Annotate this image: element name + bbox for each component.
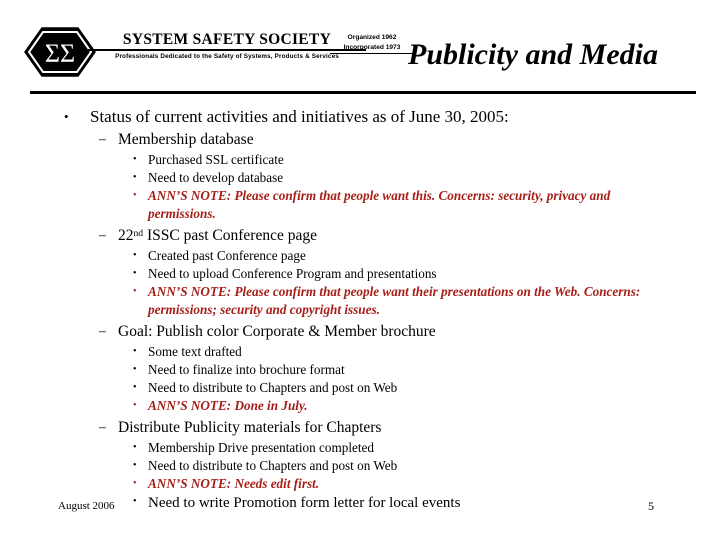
bullet-marker-icon: • — [133, 346, 137, 357]
bullet-marker-icon: • — [133, 268, 137, 279]
society-identity-block — [96, 31, 358, 61]
list-item-level3 — [0, 247, 720, 265]
footer-page-number: 5 — [648, 499, 654, 513]
list-item-label: Some text drafted — [148, 344, 242, 359]
list-item-level3-note — [0, 187, 720, 223]
bullet-marker-icon: • — [133, 400, 137, 411]
list-item-level3 — [0, 379, 720, 397]
list-item-level3 — [0, 439, 720, 457]
outline-section — [0, 417, 720, 513]
dash-marker-icon: – — [99, 228, 106, 243]
list-item-label: Status of current activities and initiatives as of June 30, 2005: — [90, 107, 509, 126]
footer-date: August 2006 — [58, 500, 115, 512]
list-item-level2 — [0, 129, 720, 150]
list-item-level3 — [0, 169, 720, 187]
society-name: SYSTEM SAFETY SOCIETY — [122, 31, 332, 48]
logo-sigma-glyphs: ΣΣ — [44, 39, 76, 68]
sigma-hexagon-logo-icon — [24, 27, 96, 77]
list-item-level3 — [0, 151, 720, 169]
list-item-level3 — [0, 361, 720, 379]
list-item-label: Need to write Promotion form letter for local events — [148, 495, 461, 511]
list-item-level2 — [0, 321, 720, 342]
list-item-level3-note — [0, 397, 720, 415]
annotation-note: ANN’S NOTE: Done in July. — [148, 398, 308, 413]
bullet-marker-icon: • — [133, 496, 137, 507]
slide-content — [0, 106, 720, 513]
annotation-note: ANN’S NOTE: Please confirm that people want their presentations on the Web. Concerns: permissions; security and copyright issues. — [148, 284, 641, 317]
annotation-note: ANN’S NOTE: Needs edit first. — [148, 476, 320, 491]
list-item-level3-note — [0, 283, 720, 319]
list-item-label: Purchased SSL certificate — [148, 152, 284, 167]
dash-marker-icon: – — [99, 324, 106, 339]
section-heading: Distribute Publicity materials for Chapters — [118, 419, 382, 436]
bullet-marker-icon: • — [133, 172, 137, 183]
bullet-marker-icon: • — [133, 190, 137, 201]
list-item-level3 — [0, 343, 720, 361]
list-item-level3 — [0, 265, 720, 283]
list-item-label: Need to finalize into brochure format — [148, 362, 345, 377]
bullet-marker-icon: • — [133, 286, 137, 297]
bullet-marker-icon: • — [133, 250, 137, 261]
annotation-note: ANN’S NOTE: Please confirm that people want this. Concerns: security, privacy and permissions. — [148, 188, 611, 221]
founding-dates-block — [330, 33, 414, 54]
header-divider — [30, 91, 696, 94]
list-item-level3 — [0, 457, 720, 475]
list-item-label: Membership Drive presentation completed — [148, 440, 374, 455]
outline-section — [0, 321, 720, 415]
list-item-label: Need to develop database — [148, 170, 284, 185]
list-item-label: Created past Conference page — [148, 248, 306, 263]
section-heading: Membership database — [118, 131, 254, 148]
society-divider — [88, 49, 366, 51]
section-heading: 22nd ISSC past Conference page — [118, 227, 317, 244]
bullet-marker-icon: • — [133, 442, 137, 453]
society-tagline: Professionals Dedicated to the Safety of Systems, Products & Services — [115, 53, 339, 60]
dash-marker-icon: – — [99, 420, 106, 435]
list-item-label: Need to upload Conference Program and presentations — [148, 266, 437, 281]
page-title: Publicity and Media — [408, 38, 658, 71]
ordinal-suffix: nd — [133, 227, 144, 239]
outline-section — [0, 129, 720, 223]
list-item-level3-note — [0, 475, 720, 493]
list-item-level2 — [0, 417, 720, 438]
bullet-marker-icon: • — [133, 154, 137, 165]
incorporated-year: Incorporated 1973 — [330, 43, 414, 54]
list-item-level1 — [0, 106, 720, 127]
organized-year: Organized 1962 — [347, 34, 397, 41]
bullet-marker-icon: • — [133, 478, 137, 489]
bullet-marker-icon: • — [64, 109, 69, 124]
section-heading: Goal: Publish color Corporate & Member brochure — [118, 323, 436, 340]
bullet-marker-icon: • — [133, 382, 137, 393]
bullet-marker-icon: • — [133, 364, 137, 375]
list-item-label: Need to distribute to Chapters and post on Web — [148, 380, 398, 395]
outline-section — [0, 225, 720, 319]
list-item-level2 — [0, 225, 720, 246]
bullet-marker-icon: • — [133, 460, 137, 471]
dash-marker-icon: – — [99, 132, 106, 147]
list-item-label: Need to distribute to Chapters and post on Web — [148, 458, 398, 473]
slide-header — [0, 0, 720, 95]
